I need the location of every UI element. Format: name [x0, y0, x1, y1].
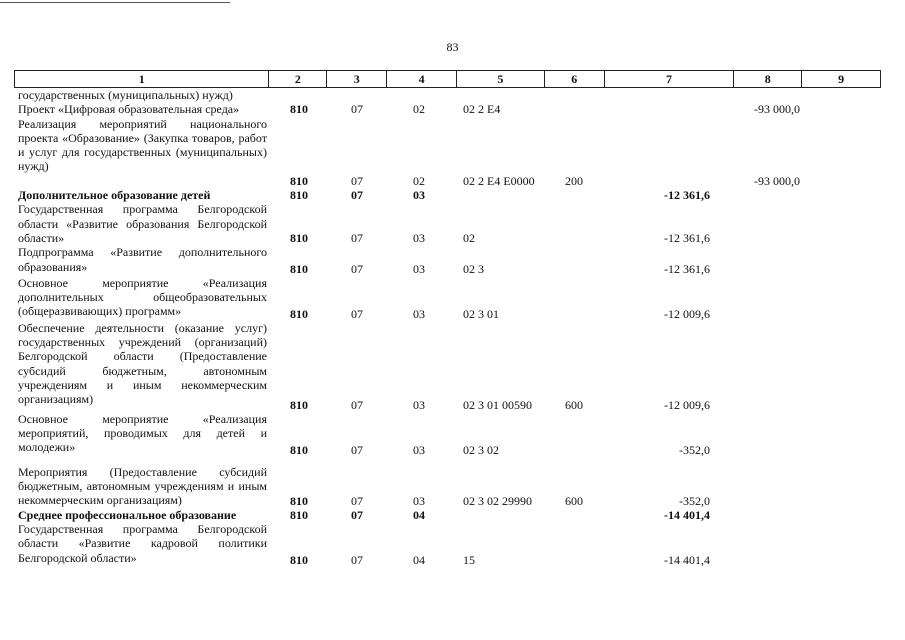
- cell-code: 810: [290, 261, 308, 276]
- table-row: [14, 245, 894, 276]
- row-name: Основное мероприятие «Реализация мероприятий, проводимых для детей и молодежи»: [18, 411, 267, 455]
- row-name: Государственная программа Белгородской области «Развитие образования Белгородской области»: [18, 202, 267, 245]
- top-rule: [0, 2, 230, 3]
- cell-target: 02 3 02 29990: [463, 493, 532, 508]
- cell-amount-7: -12 009,6: [664, 397, 710, 412]
- cell-code: 810: [290, 493, 308, 508]
- cell-target: 02 3: [463, 261, 484, 276]
- cell-subsection: 03: [413, 397, 425, 412]
- cell-code: 810: [290, 230, 308, 245]
- row-name: Реализация мероприятий национального проекта «Образование» (Закупка товаров, работ и услуг для государственных (муниципальных) нужд): [18, 116, 267, 174]
- cell-subsection: 03: [413, 230, 425, 245]
- header-col-5: 5: [457, 71, 545, 87]
- row-name: Обеспечение деятельности (оказание услуг) государственных учреждений (организаций) Белгородской области (Предоставление субсидий бюджетным, автономным учреждениям и иным некоммерческим организациям): [18, 320, 267, 407]
- header-col-7: 7: [605, 71, 735, 87]
- row-name: государственных (муниципальных) нужд): [18, 88, 233, 102]
- table-row: [14, 508, 894, 522]
- cell-amount-7: -12 009,6: [664, 306, 710, 321]
- cell-target: 02: [463, 230, 475, 245]
- cell-subsection: 03: [413, 188, 425, 203]
- cell-target: 02 3 02: [463, 442, 499, 457]
- table-row: [14, 117, 894, 189]
- table-row: [14, 321, 894, 412]
- cell-target: 02 3 01: [463, 306, 499, 321]
- table-body: [14, 88, 894, 567]
- row-name: Государственная программа Белгородской области «Развитие кадровой политики Белгородской области»: [18, 522, 267, 565]
- table-row: [14, 412, 894, 457]
- cell-amount-7: -12 361,6: [664, 230, 710, 245]
- cell-section: 07: [351, 230, 363, 245]
- table-row: [14, 457, 894, 508]
- cell-subsection: 02: [413, 102, 425, 117]
- cell-section: 07: [351, 173, 363, 188]
- cell-subsection: 04: [413, 507, 425, 522]
- cell-type: 600: [565, 397, 583, 412]
- cell-target: 02 2 E4: [463, 102, 501, 117]
- row-name: Мероприятия (Предоставление субсидий бюджетным, автономным учреждениям и иным некоммерческим организациям): [18, 464, 267, 508]
- cell-amount-7: -352,0: [679, 442, 710, 457]
- cell-code: 810: [290, 552, 308, 567]
- table-row: [14, 188, 894, 202]
- cell-type: 600: [565, 493, 583, 508]
- row-name: Дополнительное образование детей: [18, 188, 211, 203]
- header-col-2: 2: [269, 71, 327, 87]
- table-row: [14, 276, 894, 321]
- cell-target: 02 2 E4 E0000: [463, 173, 535, 188]
- cell-type: 200: [565, 173, 583, 188]
- cell-code: 810: [290, 173, 308, 188]
- cell-amount-7: -352,0: [679, 493, 710, 508]
- table-header: [14, 70, 881, 88]
- cell-section: 07: [351, 261, 363, 276]
- header-col-1: 1: [15, 71, 269, 87]
- cell-subsection: 03: [413, 261, 425, 276]
- cell-code: 810: [290, 507, 308, 522]
- row-name: Проект «Цифровая образовательная среда»: [18, 102, 240, 117]
- cell-code: 810: [290, 442, 308, 457]
- row-name: Основное мероприятие «Реализация дополнительных общеобразовательных (общеразвивающих) программ»: [18, 275, 267, 319]
- row-name: Подпрограмма «Развитие дополнительного образования»: [18, 245, 267, 274]
- table-row: [14, 88, 894, 102]
- cell-subsection: 03: [413, 493, 425, 508]
- cell-code: 810: [290, 306, 308, 321]
- cell-subsection: 04: [413, 552, 425, 567]
- header-col-4: 4: [387, 71, 457, 87]
- cell-section: 07: [351, 442, 363, 457]
- header-col-3: 3: [327, 71, 387, 87]
- cell-subsection: 03: [413, 442, 425, 457]
- cell-amount-7: -12 361,6: [664, 188, 710, 203]
- cell-section: 07: [351, 507, 363, 522]
- header-col-6: 6: [545, 71, 605, 87]
- table-row: [14, 522, 894, 567]
- table-row: [14, 102, 894, 116]
- cell-section: 07: [351, 102, 363, 117]
- cell-amount-7: -12 361,6: [664, 261, 710, 276]
- cell-section: 07: [351, 397, 363, 412]
- cell-section: 07: [351, 493, 363, 508]
- cell-subsection: 03: [413, 306, 425, 321]
- row-name: Среднее профессиональное образование: [18, 507, 237, 522]
- cell-amount-8: -93 000,0: [754, 102, 800, 117]
- cell-section: 07: [351, 188, 363, 203]
- cell-amount-7: -14 401,4: [664, 507, 710, 522]
- cell-section: 07: [351, 552, 363, 567]
- header-col-9: 9: [838, 72, 845, 86]
- page-number: 83: [446, 40, 459, 54]
- cell-code: 810: [290, 188, 308, 203]
- header-col-8: 8: [734, 71, 802, 87]
- cell-subsection: 02: [413, 173, 425, 188]
- cell-amount-8: -93 000,0: [754, 173, 800, 188]
- cell-amount-7: -14 401,4: [664, 552, 710, 567]
- cell-target: 02 3 01 00590: [463, 397, 532, 412]
- table-row: [14, 202, 894, 245]
- cell-code: 810: [290, 397, 308, 412]
- cell-target: 15: [463, 552, 475, 567]
- cell-section: 07: [351, 306, 363, 321]
- cell-code: 810: [290, 102, 308, 117]
